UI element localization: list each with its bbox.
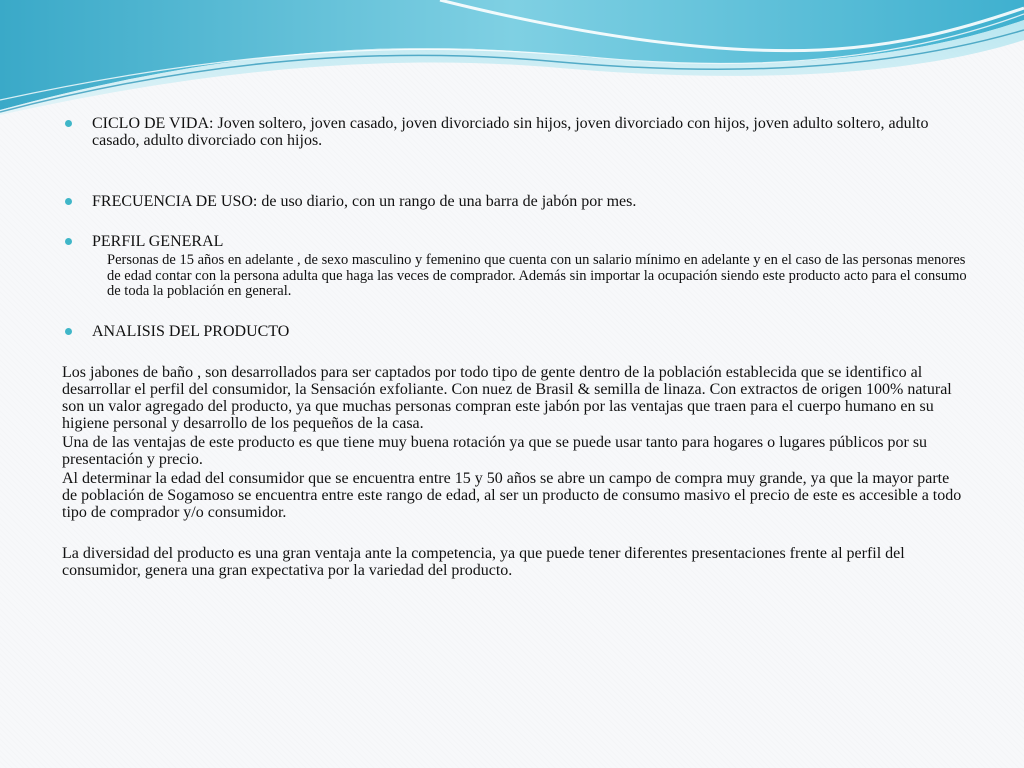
bullet-ciclo-de-vida	[92, 115, 952, 149]
paragraph-edad-consumidor: Al determinar la edad del consumidor que se encuentra entre 15 y 50 años se abre un campo de compra muy grande, ya que la mayor parte de población de Sogamoso se encuentra entre este rango de edad, al ser un producto de consumo masivo el precio de este es accesible a todo tipo de comprador y/o consumidor.	[62, 470, 962, 521]
bullet-icon	[65, 238, 72, 245]
paragraph-ventajas: Una de las ventajas de este producto es que tiene muy buena rotación ya que se puede usar tanto para hogares o lugares públicos por su presentación y precio.	[62, 434, 928, 468]
bullet-icon	[65, 198, 72, 205]
bullet-text: PERFIL GENERAL	[92, 233, 224, 250]
bullet-icon	[65, 120, 72, 127]
bullet-frecuencia-de-uso	[92, 193, 952, 210]
bullet-text: FRECUENCIA DE USO: de uso diario, con un rango de una barra de jabón por mes.	[92, 193, 637, 210]
bullet-analisis-del-producto	[92, 323, 952, 340]
paragraph-jabones: Los jabones de baño , son desarrollados para ser captados por todo tipo de gente dentro de la población establecida que se identifico al desarrollar el perfil del consumidor, la Sensación exfoliante. Con nuez de Brasil & semilla de linaza. Con extractos de origen 100% natural son un valor agregado del producto, ya que muchas personas compran este jabón por las ventajas que traen para el cuerpo humano en su higiene personal y desarrollo de los pequeños de la casa.	[62, 364, 952, 432]
bullet-text: ANALISIS DEL PRODUCTO	[92, 323, 290, 340]
bullet-perfil-general	[92, 233, 952, 250]
perfil-general-detail: Personas de 15 años en adelante , de sexo masculino y femenino que cuenta con un salario mínimo en adelante y en el caso de las personas menores de edad contar con la persona adulta que haga las veces de comprador. Además sin importar la ocupación siendo este producto acto para el consumo de toda la población en general.	[107, 252, 967, 299]
bullet-text: CICLO DE VIDA: Joven soltero, joven casado, joven divorciado sin hijos, joven divorciado con hijos, joven adulto soltero, adulto casado, adulto divorciado con hijos.	[92, 115, 929, 149]
paragraph-diversidad: La diversidad del producto es una gran ventaja ante la competencia, ya que puede tener diferentes presentaciones frente al perfil del consumidor, genera una gran expectativa por la variedad del producto.	[62, 545, 905, 579]
bullet-icon	[65, 328, 72, 335]
